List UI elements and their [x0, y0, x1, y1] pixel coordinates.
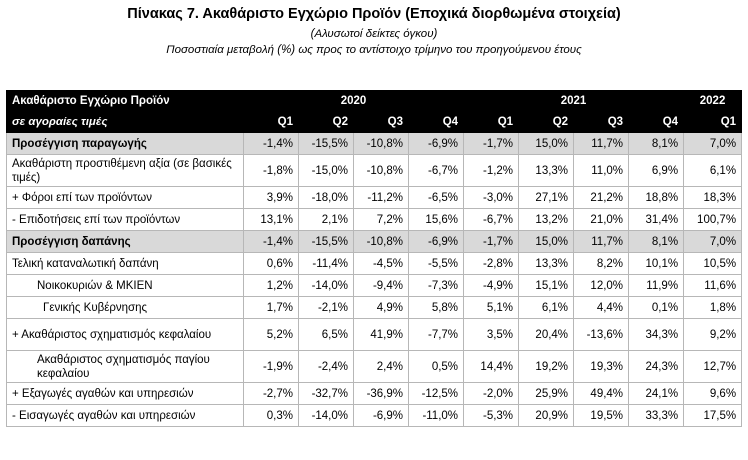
table-cell: -6,7%	[409, 155, 464, 187]
table-cell: -2,0%	[464, 383, 519, 405]
table-cell: 13,2%	[519, 209, 574, 231]
header-quarter: Q4	[409, 112, 464, 133]
header-quarter: Q4	[629, 112, 684, 133]
table-cell: 15,1%	[519, 275, 574, 297]
table-cell: 1,8%	[684, 297, 742, 319]
table-cell: -13,6%	[574, 319, 629, 351]
table-cell: 12,0%	[574, 275, 629, 297]
table-cell: 20,9%	[519, 405, 574, 427]
table-cell: -15,5%	[299, 133, 354, 155]
table-cell: 6,1%	[519, 297, 574, 319]
table-cell: 8,1%	[629, 133, 684, 155]
table-cell: -15,0%	[299, 155, 354, 187]
table-cell: 8,1%	[629, 231, 684, 253]
table-row-general-government	[7, 297, 742, 319]
table-cell: 31,4%	[629, 209, 684, 231]
table-cell: 2,4%	[354, 351, 409, 383]
table-cell: -1,2%	[464, 155, 519, 187]
table-cell: 3,9%	[244, 187, 299, 209]
table-cell: -36,9%	[354, 383, 409, 405]
header-quarter: Q3	[354, 112, 409, 133]
row-label: + Φόροι επί των προϊόντων	[7, 187, 244, 209]
table-cell: 10,5%	[684, 253, 742, 275]
row-label: + Εξαγωγές αγαθών και υπηρεσιών	[7, 383, 244, 405]
table-cell: 18,3%	[684, 187, 742, 209]
table-row-final-consumption	[7, 253, 742, 275]
table-cell: -11,0%	[409, 405, 464, 427]
row-label: - Επιδοτήσεις επί των προϊόντων	[7, 209, 244, 231]
table-cell: 24,1%	[629, 383, 684, 405]
table-cell: -1,7%	[464, 231, 519, 253]
table-cell: -6,9%	[409, 231, 464, 253]
table-cell: -2,4%	[299, 351, 354, 383]
table-cell: 33,3%	[629, 405, 684, 427]
row-label: - Εισαγωγές αγαθών και υπηρεσιών	[7, 405, 244, 427]
table-cell: 15,0%	[519, 133, 574, 155]
table-cell: -1,9%	[244, 351, 299, 383]
table-row-expenditure-approach	[7, 231, 742, 253]
table-cell: 11,7%	[574, 133, 629, 155]
table-cell: -4,5%	[354, 253, 409, 275]
table-cell: -10,8%	[354, 155, 409, 187]
table-cell: -6,5%	[409, 187, 464, 209]
table-cell: 21,0%	[574, 209, 629, 231]
table-cell: -10,8%	[354, 133, 409, 155]
table-cell: 17,5%	[684, 405, 742, 427]
table-cell: 7,0%	[684, 133, 742, 155]
table-row-exports	[7, 383, 742, 405]
table-cell: -1,4%	[244, 133, 299, 155]
table-cell: 13,1%	[244, 209, 299, 231]
row-label: Γενικής Κυβέρνησης	[7, 297, 244, 319]
table-cell: -14,0%	[299, 405, 354, 427]
table-cell: -14,0%	[299, 275, 354, 297]
table-row-product-subsidies	[7, 209, 742, 231]
table-cell: -11,2%	[354, 187, 409, 209]
table-cell: -32,7%	[299, 383, 354, 405]
table-cell: 41,9%	[354, 319, 409, 351]
table-cell: 10,1%	[629, 253, 684, 275]
table-cell: 13,3%	[519, 155, 574, 187]
table-cell: 15,0%	[519, 231, 574, 253]
table-row-gross-value-added	[7, 155, 742, 187]
table-cell: 6,5%	[299, 319, 354, 351]
table-cell: 15,6%	[409, 209, 464, 231]
table-cell: -11,4%	[299, 253, 354, 275]
table-row-imports	[7, 405, 742, 427]
table-cell: -1,8%	[244, 155, 299, 187]
header-quarter: Q3	[574, 112, 629, 133]
table-cell: 14,4%	[464, 351, 519, 383]
table-cell: -3,0%	[464, 187, 519, 209]
table-cell: 19,2%	[519, 351, 574, 383]
table-cell: 6,9%	[629, 155, 684, 187]
table-cell: -9,4%	[354, 275, 409, 297]
header-label-prices: σε αγοραίες τιμές	[7, 112, 244, 133]
table-cell: 1,2%	[244, 275, 299, 297]
table-cell: 19,3%	[574, 351, 629, 383]
table-cell: 25,9%	[519, 383, 574, 405]
table-cell: 6,1%	[684, 155, 742, 187]
table-subtitle-index: (Αλυσωτοί δείκτες όγκου)	[310, 28, 438, 40]
table-cell: -10,8%	[354, 231, 409, 253]
table-cell: -18,0%	[299, 187, 354, 209]
table-cell: 5,2%	[244, 319, 299, 351]
table-cell: 49,4%	[574, 383, 629, 405]
row-label: Τελική καταναλωτική δαπάνη	[7, 253, 244, 275]
table-row-gross-fixed-capital-formation	[7, 351, 742, 383]
table-cell: -5,3%	[464, 405, 519, 427]
table-cell: 5,1%	[464, 297, 519, 319]
table-cell: 18,8%	[629, 187, 684, 209]
table-cell: 34,3%	[629, 319, 684, 351]
gdp-table	[6, 90, 742, 427]
table-cell: -6,9%	[354, 405, 409, 427]
table-cell: -6,7%	[464, 209, 519, 231]
table-cell: -5,5%	[409, 253, 464, 275]
table-cell: 11,9%	[629, 275, 684, 297]
table-row-product-taxes	[7, 187, 742, 209]
table-cell: 0,6%	[244, 253, 299, 275]
table-cell: -2,8%	[464, 253, 519, 275]
header-year-2021: 2021	[464, 91, 684, 112]
table-cell: -6,9%	[409, 133, 464, 155]
table-row-gross-capital-formation	[7, 319, 742, 351]
table-cell: 7,0%	[684, 231, 742, 253]
table-cell: 8,2%	[574, 253, 629, 275]
table-cell: -15,5%	[299, 231, 354, 253]
row-label: Προσέγγιση δαπάνης	[7, 231, 244, 253]
table-cell: 19,5%	[574, 405, 629, 427]
table-title: Πίνακας 7. Ακαθάριστο Εγχώριο Προϊόν (Εποχικά διορθωμένα στοιχεία)	[127, 6, 621, 22]
header-year-2020: 2020	[244, 91, 464, 112]
table-row-households	[7, 275, 742, 297]
header-quarter: Q1	[244, 112, 299, 133]
row-label: Νοικοκυριών & ΜΚΙΕΝ	[7, 275, 244, 297]
table-cell: -7,3%	[409, 275, 464, 297]
header-quarter: Q2	[299, 112, 354, 133]
table-cell: 12,7%	[684, 351, 742, 383]
table-cell: 11,6%	[684, 275, 742, 297]
table-cell: 3,5%	[464, 319, 519, 351]
row-label: Προσέγγιση παραγωγής	[7, 133, 244, 155]
table-cell: 4,9%	[354, 297, 409, 319]
table-row-production-approach	[7, 133, 742, 155]
table-cell: 4,4%	[574, 297, 629, 319]
table-cell: 20,4%	[519, 319, 574, 351]
table-cell: 21,2%	[574, 187, 629, 209]
table-cell: 11,0%	[574, 155, 629, 187]
table-cell: 5,8%	[409, 297, 464, 319]
header-quarter: Q1	[464, 112, 519, 133]
table-cell: 1,7%	[244, 297, 299, 319]
table-cell: 9,2%	[684, 319, 742, 351]
header-label-gdp: Ακαθάριστο Εγχώριο Προϊόν	[7, 91, 244, 112]
table-cell: 0,5%	[409, 351, 464, 383]
table-cell: -1,7%	[464, 133, 519, 155]
table-cell: -2,7%	[244, 383, 299, 405]
row-label: Ακαθάριστος σχηματισμός παγίου κεφαλαίου	[7, 351, 244, 383]
row-label: + Ακαθάριστος σχηματισμός κεφαλαίου	[7, 319, 244, 351]
table-cell: 11,7%	[574, 231, 629, 253]
table-cell: -4,9%	[464, 275, 519, 297]
table-cell: 9,6%	[684, 383, 742, 405]
header-row-years	[7, 91, 742, 112]
header-quarter: Q2	[519, 112, 574, 133]
table-cell: 2,1%	[299, 209, 354, 231]
table-cell: 27,1%	[519, 187, 574, 209]
table-cell: -7,7%	[409, 319, 464, 351]
table-cell: 7,2%	[354, 209, 409, 231]
table-cell: 24,3%	[629, 351, 684, 383]
table-cell: 13,3%	[519, 253, 574, 275]
table-subtitle-description: Ποσοστιαία μεταβολή (%) ως προς το αντίστοιχο τρίμηνο του προηγούμενου έτους	[166, 44, 582, 56]
table-cell: -2,1%	[299, 297, 354, 319]
table-cell: -1,4%	[244, 231, 299, 253]
header-year-2022: 2022	[684, 91, 742, 112]
table-cell: 100,7%	[684, 209, 742, 231]
header-row-quarters	[7, 112, 742, 133]
table-cell: 0,1%	[629, 297, 684, 319]
row-label: Ακαθάριστη προστιθέμενη αξία (σε βασικές τιμές)	[7, 155, 244, 187]
table-cell: -12,5%	[409, 383, 464, 405]
table-cell: 0,3%	[244, 405, 299, 427]
header-quarter: Q1	[684, 112, 742, 133]
